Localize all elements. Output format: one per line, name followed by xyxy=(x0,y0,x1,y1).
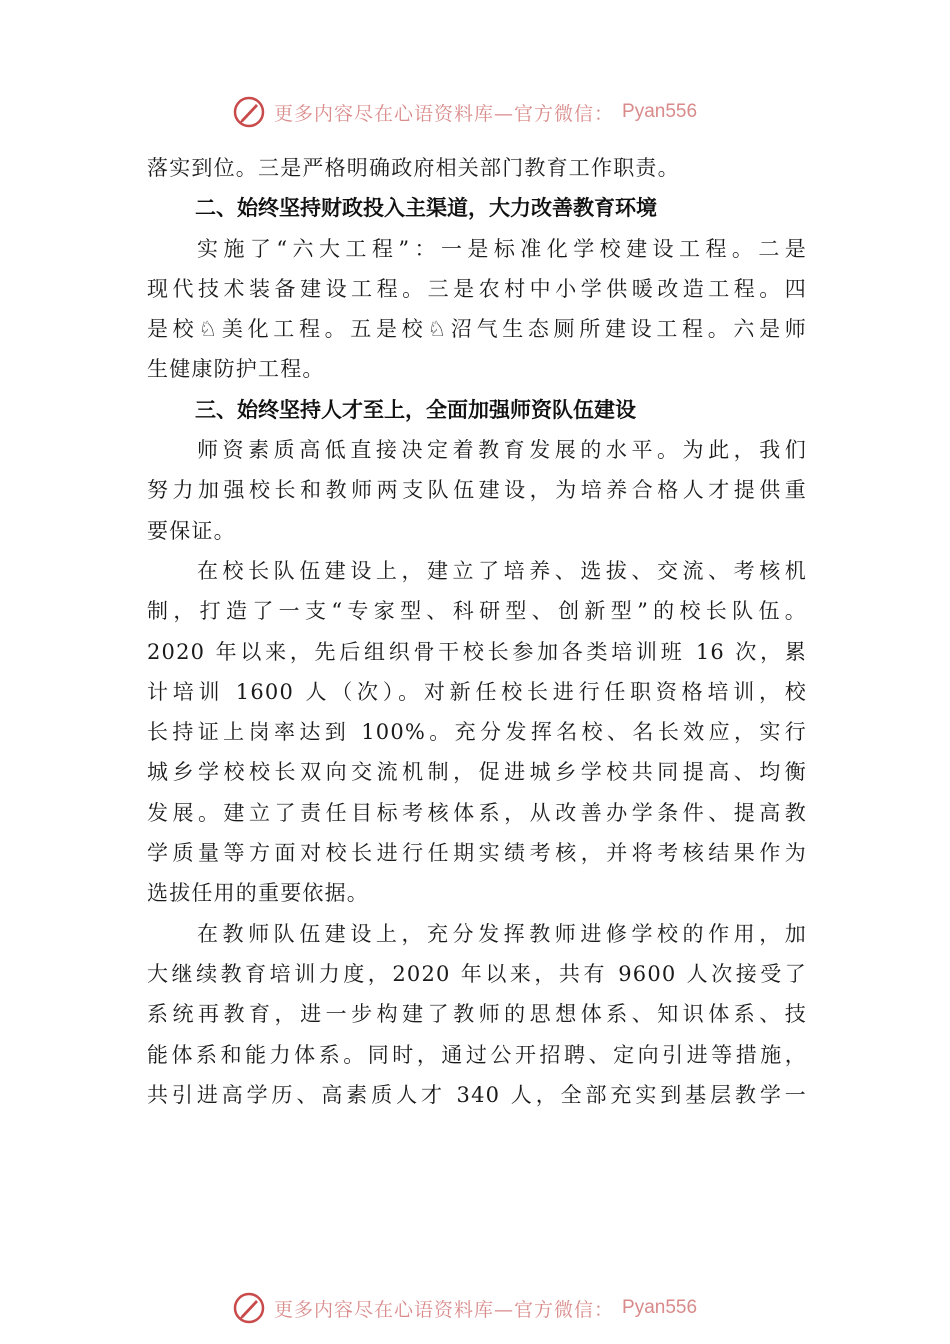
paragraph-line: 实施了“六大工程”：一是标准化学校建设工程。二是 xyxy=(197,236,807,261)
paragraph-line: 能体系和能力体系。同时，通过公开招聘、定向引进等措施， xyxy=(147,1042,807,1067)
paragraph-line: 是校♘美化工程。五是校♘沼气生态厕所建设工程。六是师 xyxy=(147,317,807,342)
paragraph-line: 2020 年以来，先后组织骨干校长参加各类培训班 16 次，累 xyxy=(147,639,807,664)
header-watermark xyxy=(232,92,697,132)
paragraph-line: 落实到位。三是严格明确政府相关部门教育工作职责。 xyxy=(147,156,680,180)
paragraph-line: 生健康防护工程。 xyxy=(147,357,325,382)
paragraph-line: 城乡学校校长双向交流机制，促进城乡学校共同提高、均衡 xyxy=(147,760,807,785)
paragraph-line: 在教师队伍建设上，充分发挥教师进修学校的作用，加 xyxy=(197,921,807,946)
paragraph-line: 选拔任用的重要依据。 xyxy=(147,881,369,906)
paragraph-line: 师资素质高低直接决定着教育发展的水平。为此，我们 xyxy=(197,438,807,463)
watermark-text: 更多内容尽在心语资料库—官方微信： xyxy=(274,1298,615,1321)
section-heading-2: 二、始终坚持财政投入主渠道，大力改善教育环境 xyxy=(195,196,657,221)
paragraph-line: 现代技术装备建设工程。三是农村中小学供暖改造工程。四 xyxy=(147,276,807,301)
paragraph-line: 长持证上岗率达到 100%。充分发挥名校、名长效应，实行 xyxy=(147,720,807,745)
watermark-text: 更多内容尽在心语资料库—官方微信： xyxy=(274,102,615,125)
quill-logo-icon xyxy=(232,1291,266,1325)
paragraph-line: 制，打造了一支“专家型、科研型、创新型”的校长队伍。 xyxy=(147,599,807,624)
quill-logo-icon xyxy=(232,95,266,129)
paragraph-line: 学质量等方面对校长进行任期实绩考核，并将考核结果作为 xyxy=(147,841,807,866)
paragraph-line: 共引进高学历、高素质人才 340 人，全部充实到基层教学一 xyxy=(147,1082,807,1107)
paragraph-line: 努力加强校长和教师两支队伍建设，为培养合格人才提供重 xyxy=(147,478,807,503)
watermark-wechat-id: Pyan556 xyxy=(622,101,698,122)
paragraph-line: 发展。建立了责任目标考核体系，从改善办学条件、提高教 xyxy=(147,800,807,825)
paragraph-line: 计培训 1600 人（次）。对新任校长进行任职资格培训，校 xyxy=(147,679,807,704)
watermark-wechat-id: Pyan556 xyxy=(622,1297,698,1318)
paragraph-line: 系统再教育，进一步构建了教师的思想体系、知识体系、技 xyxy=(147,1002,807,1027)
paragraph-line: 在校长队伍建设上，建立了培养、选拔、交流、考核机 xyxy=(197,558,807,583)
footer-watermark xyxy=(232,1288,697,1328)
paragraph-line: 要保证。 xyxy=(147,518,236,543)
paragraph-line: 大继续教育培训力度，2020 年以来，共有 9600 人次接受了 xyxy=(147,961,807,986)
document-body xyxy=(147,148,807,1115)
section-heading-3: 三、始终坚持人才至上，全面加强师资队伍建设 xyxy=(195,397,636,422)
